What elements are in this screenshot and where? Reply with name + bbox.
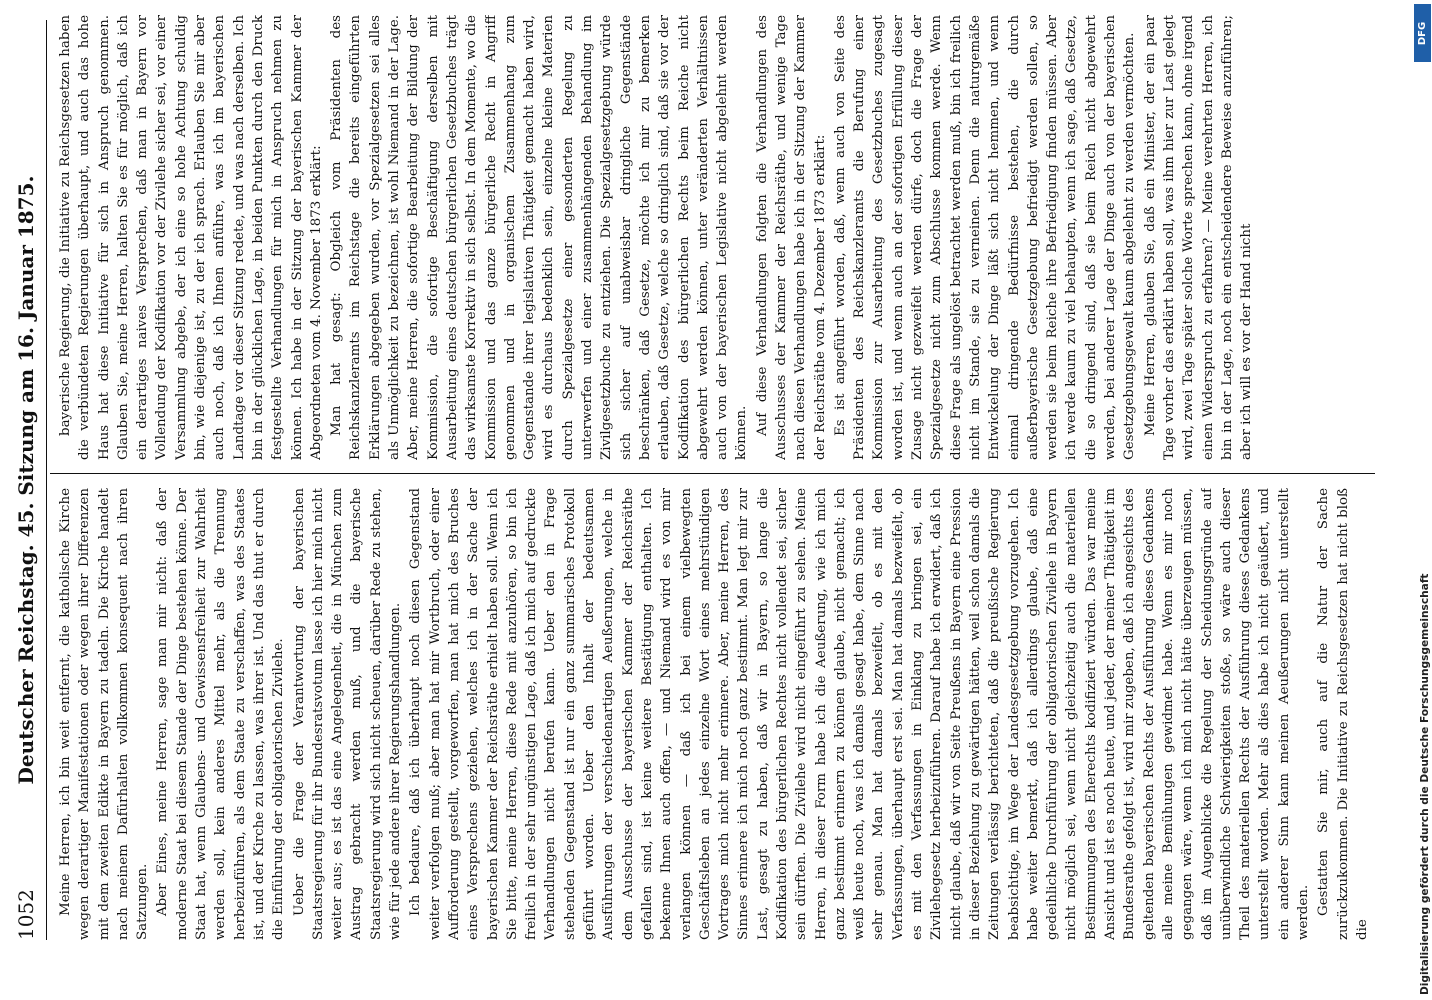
paragraph: Aber Eines, meine Herren, sage man mir nicht: daß der moderne Staat bei diesem Stande der Dinge bestehen könne. Der Staat hat, wenn Glaubens- und Gewissensfreiheit zur Wahrheit werden soll, kein anderes Mittel mehr, als die Trennung herbeizuführen, als dem Staate zu verschaffen, was des Staates ist, und der Kirche zu lassen, was ihrer ist. Und das thut er durch die Einführung der obligatorischen Zivilehe. bbox=[155, 488, 287, 940]
dfg-logo: DFG bbox=[1414, 4, 1431, 62]
page-header bbox=[10, 20, 44, 940]
page-number: 1052 bbox=[14, 889, 38, 940]
header-rule bbox=[46, 20, 47, 940]
paragraph: Ich bedaure, daß ich überhaupt noch diesen Gegenstand weiter verfolgen muß; aber man hat mir Wortbruch, oder einer Aufforderung gestellt, vorgeworfen, man hat mich des Bruches eines Versprechens geziehen, welches ich in der Sache der bayerischen Kammer der Reichsräthe erhielt haben soll. Wenn ich Sie bitte, meine Herren, diese Rede mit anzuhören, so bin ich freilich in der sehr ungünstigen Lage, daß ich mich auf gedruckte Verhandlungen nicht berufen kann. Ueber den in Frage stehenden Gegenstand ist nur ein ganz summarisches Protokoll geführt worden. Ueber den Inhalt der bedeutsamen Ausführungen der verschiedenartigen Aeußerungen, welche in dem Ausschusse der bayerischen Kammer der Reichsräthe gefallen sind, ist keine weitere Bestätigung enthalten. Ich bekenne Ihnen auch offen, — und Niemand wird es von mir verlangen können — daß ich bei einem vielbewegten Geschäftsleben an jedes einzelne Wort eines mehrstündigen Vortrages mich nicht mehr erinnere. Aber, meine Herren, des Sinnes erinnere ich mich noch ganz bestimmt. Man legt mir zur Last, gesagt zu haben, daß wir in Bayern, so lange die Kodifikation des bürgerlichen Rechtes nicht vollendet sei, sicher sein dürften. Die Zivilehe wird nicht eingeführt zu sehen. Meine Herren, in dieser Form habe ich die Aeußerung, wie ich mich ganz bestimmt erinnern zu können glaube, nicht gemacht; ich weiß heute noch, was ich damals gesagt habe, dem Sinne nach sehr genau. Man hat damals bezweifelt, ob es mit den Verfassungen, überhaupt erst sei. Man hat damals bezweifelt, ob es mit den Verfassungen in Einklang zu bringen sei, ein Zivilehegesetz herbeizuführen. Darauf habe ich erwidert, daß ich nicht glaube, daß wir von Seite Preußens in Bayern eine Pression in dieser Beziehung zu gewärtigen hätten, weil schon damals die Zeitungen verlässig berichteten, daß die preußische Regierung beabsichtige, im Wege der Landesgesetzgebung vorzugehen. Ich habe weiter bemerkt, daß ich allerdings glaube, daß eine gedeihliche Durchführung der obligatorischen Zivilehe in Bayern nicht möglich sei, wenn nicht gleichzeitig auch die materiellen Bestimmungen des Eherechts kodifiziert würden. Das war meine Ansicht und ist es noch heute, und jeder, der meiner Thätigkeit im Bundesrathe gefolgt ist, wird mir zugeben, daß ich angesichts des geltenden bayerischen Rechts der Ausführung dieses Gedankens alle meine Bemühungen gewidmet habe. Wenn es mir noch gegangen wäre, wenn ich mich nicht hätte überzeugen müssen, daß im Augenblicke die Regelung der Scheidungsgründe auf unüberwindliche Schwierigkeiten stoße, so wäre auch dieser Theil des materiellen Rechts der Ausführung dieses Gedankens unterstellt worden. Mehr als dies habe ich nicht geäußert, und ein anderer Sinn kann meinen Aeußerungen nicht unterstellt werden. bbox=[408, 488, 1311, 940]
left-text-column bbox=[56, 488, 1377, 940]
paragraph: Man hat gesagt: Obgleich vom Präsidenten des Reichskanzleramts im Reichstage die bereits eingeführten Erklärungen abgegeben wurden, vor Spezialgesetzen sei alles als Unmöglichkeit zu bezeichnen, ist wohl Niemand in der Lage. Aber, meine Herren, die sofortige Bearbeitung der Bildung der Kommission, die sofortige Beschäftigung derselben mit Ausarbeitung eines deutschen bürgerlichen Gesetzbuches trägt das wirksamste Korrektiv in sich selbst. In dem Momente, wo die Kommission und das ganze bürgerliche Recht in Angriff genommen und in organischem Zusammenhang zum Gegenstande ihrer legislativen Thätigkeit gemacht haben wird, wird es durchaus bedenklich sein, einzelne kleine Materien durch Spezialgesetze einer gesonderten Regelung zu unterwerfen und einer zusammenhängenden Behandlung im Zivilgesetzbuche zu entziehen. Die Spezialgesetzgebung würde sich sicher auf unabweisbar dringliche Gegenstände beschränken, daß Gesetze, möchte ich mir zu bemerken erlauben, daß Gesetze, welche so dringlich sind, daß sie vor der Kodifikation des bürgerlichen Rechts beim Reiche nicht abgewehrt werden können, unter veränderten Verhältnissen auch von der bayerischen Legislative nicht abgelehnt werden können. bbox=[329, 15, 750, 460]
right-text-column bbox=[56, 15, 1377, 460]
paragraph: Auf diese Verhandlungen folgten die Verhandlungen des Ausschusses der Kammer der Reichsräthe, und wenige Tage nach diesen Verhandlungen habe ich in der Sitzung der Kammer der Reichsräthe vom 4. Dezember 1873 erklärt: bbox=[754, 15, 828, 460]
paragraph: Es ist angeführt worden, daß, wenn auch von Seite des Präsidenten des Reichskanzleramts die Berufung einer Kommission zur Ausarbeitung des Gesetzbuches zugesagt worden ist, und wenn auch an der sofortigen Erfüllung dieser Zusage nicht gezweifelt werden dürfe, doch die Frage der Spezialgesetze nicht zum Abschlusse kommen werde. Wenn diese Frage als ungelöst betrachtet werden muß, bin ich freilich nicht im Stande, sie zu verneinen. Denn die naturgemäße Entwickelung der Dinge läßt sich nicht hemmen, und wenn einmal dringende Bedürfnisse bestehen, die durch außerbayerische Gesetzgebung befriedigt werden sollen, so werden sie beim Reiche ihre Befriedigung finden müssen. Aber ich werde kaum zu viel behaupten, wenn ich sage, daß Gesetze, die so dringend sind, daß sie beim Reich nicht abgewehrt werden, bei anderer Lage der Dinge auch von der bayerischen Gesetzgebungsgewalt kaum abgelehnt zu werden vermöchten. bbox=[832, 15, 1138, 460]
paragraph: Gestatten Sie mir, auch auf die Natur der Sache zurückzukommen. Die Initiative zu Reichsgesetzen hat nicht bloß die bbox=[1316, 488, 1370, 940]
page-title: Deutscher Reichstag. 45. Sitzung am 16. Januar 1875. bbox=[14, 175, 38, 785]
digitization-attribution: Digitalisierung gefördert durch die Deutsche Forschungsgemeinschaft bbox=[1419, 573, 1431, 995]
paragraph: Meine Herren, ich bin weit entfernt, die katholische Kirche wegen derartiger Manifestationen oder wegen ihrer Differenzen mit dem zweiten Edikte in Bayern zu tadeln. Die Kirche handelt nach meinem Dafürhalten vollkommen konsequent nach ihren Satzungen. bbox=[58, 488, 151, 940]
column-divider bbox=[50, 473, 1375, 474]
paragraph: bayerische Regierung, die Initiative zu Reichsgesetzen haben die verbündeten Regierungen überhaupt, und auch das hohe Haus hat diese Initiative für sich in Anspruch genommen. Glauben Sie, meine Herren, halten Sie es für möglich, daß ich ein derartiges naives Versprechen, daß man in Bayern vor Vollendung der Kodifikation vor der Zivilehe sicher sei, vor einer Versammlung abgebe, der ich eine so hohe Achtung schuldig bin, wie diejenige ist, zu der ich sprach. Erlauben Sie mir aber auch noch, daß ich Ihnen anführe, was ich im bayerischen Landtage vor dieser Sitzung redete, und was nach derselben. Ich bin in der glücklichen Lage, in beiden Punkten durch den Druck festgestellte Verhandlungen für mich in Anspruch nehmen zu können. Ich habe in der Sitzung der bayerischen Kammer der Abgeordneten vom 4. November 1873 erklärt: bbox=[58, 15, 324, 460]
paragraph: Ueber die Frage der Verantwortung der bayerischen Staatsregierung für ihr Bundesratsvotum lasse ich hier mich nicht weiter aus; es ist das eine Angelegenheit, die in München zum Austrag gebracht werden muß, und die bayerische Staatsregierung wird sich nicht scheuen, darüber Rede zu stehen, wie für jede andere ihrer Regierungshandlungen. bbox=[291, 488, 404, 940]
paragraph: Meine Herren, glauben Sie, daß ein Minister, der ein paar Tage vorher das erklärt haben soll, was ihm hier zur Last gelegt wird, zwei Tage später solche Worte sprechen kann, ohne irgend einen Widerspruch zu erfahren? — Meine verehrten Herren, ich bin in der Lage, noch ein entscheidendere Beweise anzuführen; aber ich will es vor der Hand nicht bbox=[1142, 15, 1255, 460]
